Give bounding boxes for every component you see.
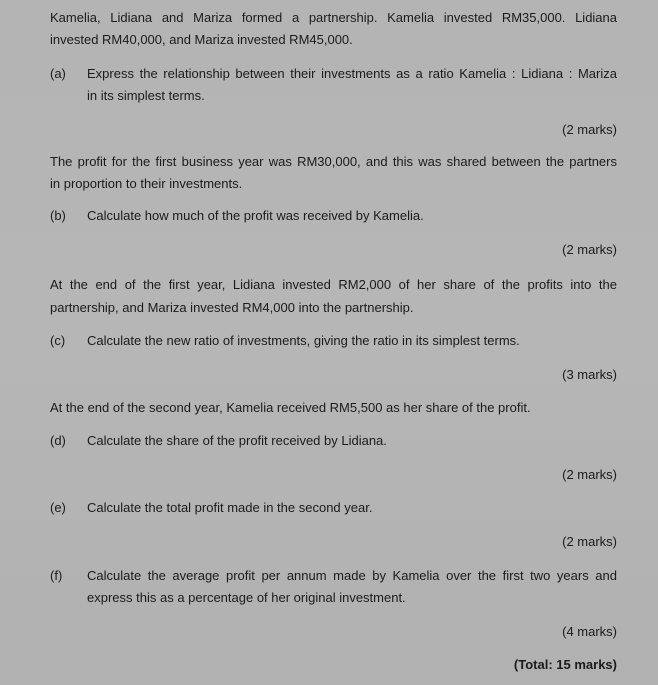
part-e-label: (e) bbox=[50, 500, 66, 515]
part-b-line-1: Calculate how much of the profit was received by Kamelia. bbox=[87, 208, 424, 223]
year-end-para-line-1: At the end of the first year, Lidiana invested RM2,000 of her share of the profits into the bbox=[50, 277, 617, 292]
intro-line-1: Kamelia, Lidiana and Mariza formed a partnership. Kamelia invested RM35,000. Lidiana bbox=[50, 10, 617, 25]
part-a-line-2: in its simplest terms. bbox=[87, 88, 205, 103]
total-marks: (Total: 15 marks) bbox=[513, 657, 617, 672]
part-f-line-2: express this as a percentage of her original investment. bbox=[87, 590, 406, 605]
part-d-marks: (2 marks) bbox=[562, 467, 617, 482]
year-end-para-line-2: partnership, and Mariza invested RM4,000 into the partnership. bbox=[50, 300, 414, 315]
part-c-label: (c) bbox=[50, 333, 66, 348]
part-a-label: (a) bbox=[50, 66, 66, 81]
part-f-marks: (4 marks) bbox=[562, 624, 617, 639]
part-d-line-1: Calculate the share of the profit received by Lidiana. bbox=[87, 433, 387, 448]
part-c-marks: (3 marks) bbox=[562, 367, 617, 382]
intro-line-2: invested RM40,000, and Mariza invested RM45,000. bbox=[50, 32, 353, 47]
part-a-line-1: Express the relationship between their investments as a ratio Kamelia : Lidiana : Mariza bbox=[87, 66, 617, 81]
profit-para-line-2: in proportion to their investments. bbox=[50, 176, 243, 191]
part-c-line-1: Calculate the new ratio of investments, giving the ratio in its simplest terms. bbox=[87, 333, 520, 348]
part-d-label: (d) bbox=[50, 433, 66, 448]
part-e-marks: (2 marks) bbox=[562, 534, 617, 549]
part-b-marks: (2 marks) bbox=[562, 242, 617, 257]
part-b-label: (b) bbox=[50, 208, 66, 223]
part-e-line-1: Calculate the total profit made in the second year. bbox=[87, 500, 373, 515]
profit-para-line-1: The profit for the first business year was RM30,000, and this was shared between the partners bbox=[50, 154, 617, 169]
second-year-para: At the end of the second year, Kamelia received RM5,500 as her share of the profit. bbox=[50, 400, 531, 415]
part-f-line-1: Calculate the average profit per annum made by Kamelia over the first two years and bbox=[87, 568, 617, 583]
part-f-label: (f) bbox=[50, 568, 63, 583]
part-a-marks: (2 marks) bbox=[562, 122, 617, 137]
